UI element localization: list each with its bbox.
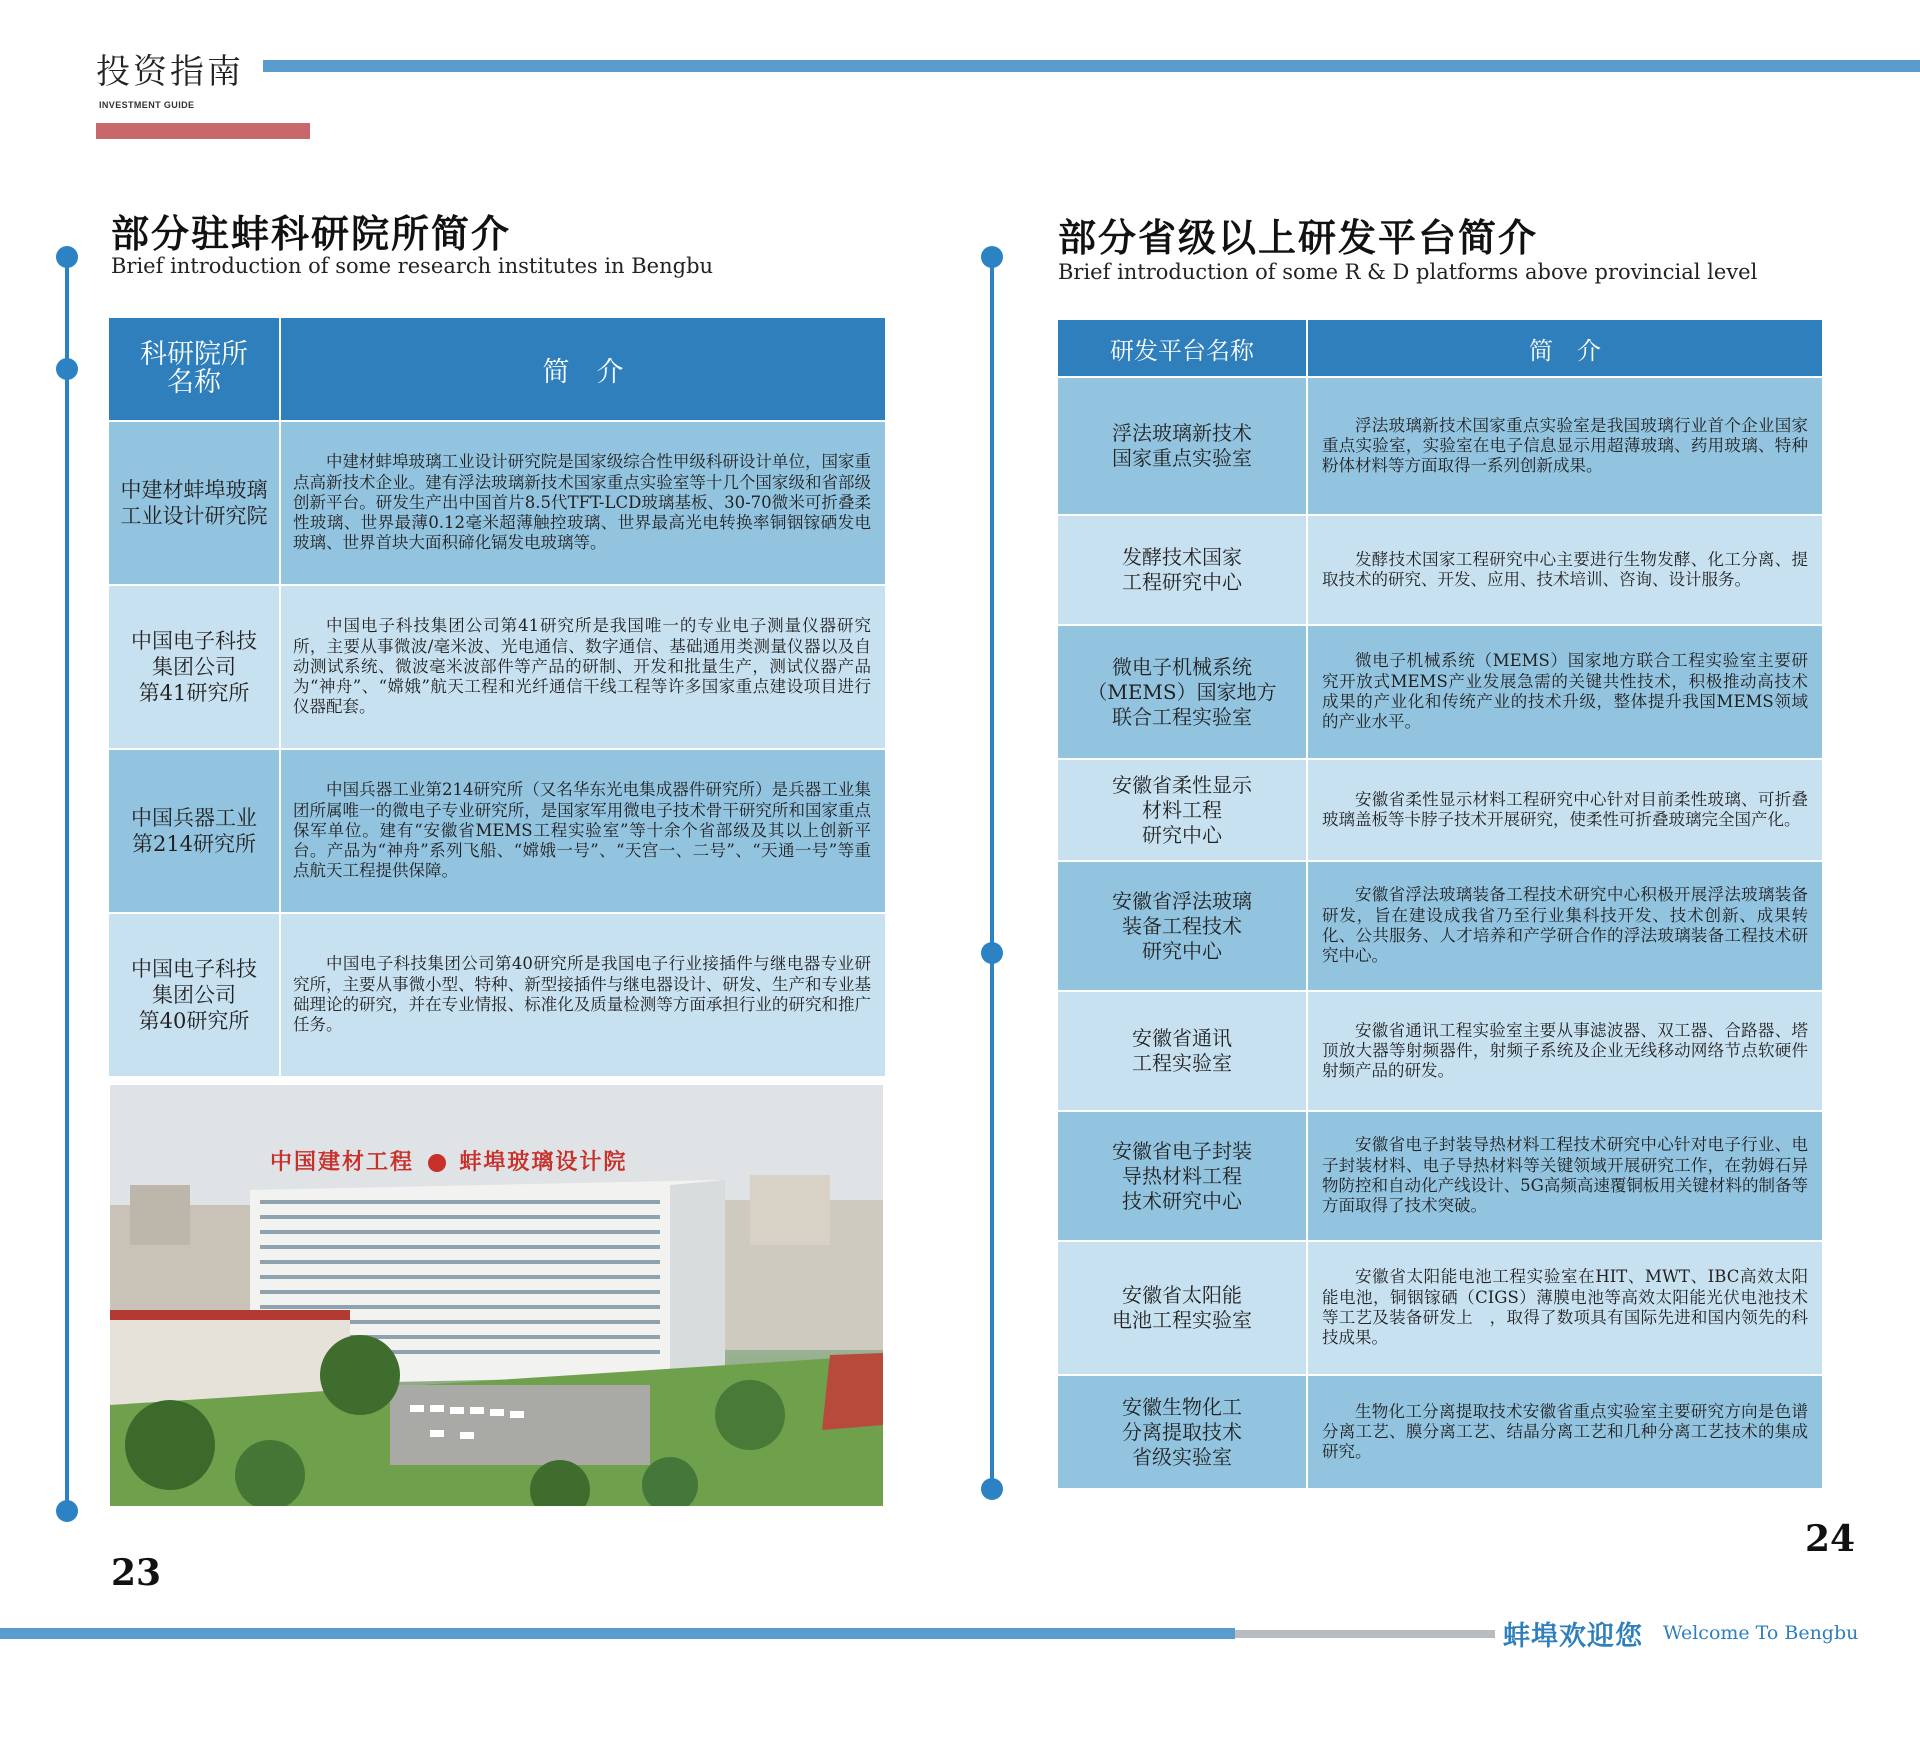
institute-name: 中国兵器工业 第214研究所 (108, 749, 280, 913)
institute-description: 中国兵器工业第214研究所（又名华东光电集成器件研究所）是兵器工业集团所属唯一的微电子专业研究所，是国家军用微电子技术骨干研究所和国家重点保军单位。建有“安徽省MEMS工程实验室”等十余个省部级及其以上创新平台。产品为“神舟”系列飞船、“嫦娥一号”、“天宫一、二号”、“天通一号”等重点航天工程提供保障。 (280, 749, 886, 913)
platform-description: 安徽省通讯工程实验室主要从事滤波器、双工器、合路器、塔顶放大器等射频器件，射频子系统及企业无线移动网络节点软硬件射频产品的研发。 (1307, 991, 1823, 1111)
page-number-right: 24 (1805, 1518, 1856, 1560)
right-section-title: 部分省级以上研发平台简介 (1058, 215, 1539, 260)
platform-name: 安徽省电子封装 导热材料工程 技术研究中心 (1057, 1111, 1307, 1241)
table-row (108, 585, 886, 749)
right-timeline-dot (981, 942, 1003, 964)
platform-description: 安徽省浮法玻璃装备工程技术研究中心积极开展浮法玻璃装备研发，旨在建设成我省乃至行业集科技开发、技术创新、成果转化、公共服务、人才培养和产学研合作的浮法玻璃装备工程技术研究中心。 (1307, 861, 1823, 991)
table-row (1057, 377, 1823, 515)
platform-name: 安徽生物化工 分离提取技术 省级实验室 (1057, 1375, 1307, 1489)
left-timeline-line (65, 256, 69, 1511)
table-row (108, 749, 886, 913)
table-row (108, 913, 886, 1077)
table-row (1057, 759, 1823, 861)
platform-description: 生物化工分离提取技术安徽省重点实验室主要研究方向是色谱分离工艺、膜分离工艺、结晶分离工艺和几种分离工艺技术的集成研究。 (1307, 1375, 1823, 1489)
table-row (1057, 1111, 1823, 1241)
platform-name: 浮法玻璃新技术 国家重点实验室 (1057, 377, 1307, 515)
header-title: 投资指南 (96, 52, 244, 92)
right-section-subtitle: Brief introduction of some R & D platforms above provincial level (1058, 260, 1758, 284)
platform-name: 安徽省太阳能 电池工程实验室 (1057, 1241, 1307, 1375)
column-header-institute-name: 科研院所 名称 (108, 317, 280, 421)
table-row (1057, 861, 1823, 991)
institute-description: 中国电子科技集团公司第40研究所是我国电子行业接插件与继电器专业研究所，主要从事微小型、特种、新型接插件与继电器设计、研发、生产和专业基础理论的研究，并在专业情报、标准化及质量检测等方面承担行业的研究和推广任务。 (280, 913, 886, 1077)
column-header-intro: 简 介 (280, 317, 886, 421)
footer-blue-bar (0, 1628, 1235, 1639)
left-section-subtitle: Brief introduction of some research institutes in Bengbu (111, 254, 714, 278)
platform-description: 安徽省太阳能电池工程实验室在HIT、MWT、IBC高效太阳能电池，铜铟镓硒（CIGS）薄膜电池等高效太阳能光伏电池技术等工艺及装备研发上 ，取得了数项具有国际先进和国内领先的科技成果。 (1307, 1241, 1823, 1375)
left-timeline-dot (56, 1500, 78, 1522)
platform-name: 发酵技术国家 工程研究中心 (1057, 515, 1307, 625)
column-header-platform-name: 研发平台名称 (1057, 319, 1307, 377)
table-row (1057, 1241, 1823, 1375)
header-blue-bar (263, 60, 1920, 72)
logo-icon (428, 1154, 446, 1172)
left-timeline-dot (56, 246, 78, 268)
table-row (1057, 515, 1823, 625)
table-row (1057, 625, 1823, 759)
right-timeline-line (990, 256, 994, 1489)
left-timeline-dot (56, 358, 78, 380)
table-row (1057, 1375, 1823, 1489)
table-row (108, 421, 886, 585)
footer-welcome-cn: 蚌埠欢迎您 (1503, 1621, 1643, 1652)
institute-name: 中国电子科技 集团公司 第40研究所 (108, 913, 280, 1077)
left-section-title: 部分驻蚌科研院所简介 (111, 211, 512, 256)
research-institute-building-photo (110, 1085, 883, 1506)
right-timeline-dot (981, 1478, 1003, 1500)
platform-name: 微电子机械系统 （MEMS）国家地方 联合工程实验室 (1057, 625, 1307, 759)
page-number-left: 23 (111, 1552, 162, 1594)
platform-name: 安徽省柔性显示 材料工程 研究中心 (1057, 759, 1307, 861)
header-subtitle: INVESTMENT GUIDE (99, 100, 195, 110)
institute-name: 中建材蚌埠玻璃 工业设计研究院 (108, 421, 280, 585)
column-header-intro: 简 介 (1307, 319, 1823, 377)
platform-name: 安徽省浮法玻璃 装备工程技术 研究中心 (1057, 861, 1307, 991)
platform-description: 安徽省电子封装导热材料工程技术研究中心针对电子行业、电子封装材料、电子导热材料等关键领域开展研究工作，在勃姆石异物防控和自动化产线设计、5G高频高速覆铜板用关键材料的制备等方面取得了技术突破。 (1307, 1111, 1823, 1241)
platform-description: 浮法玻璃新技术国家重点实验室是我国玻璃行业首个企业国家重点实验室，实验室在电子信息显示用超薄玻璃、药用玻璃、特种粉体材料等方面取得一系列创新成果。 (1307, 377, 1823, 515)
platform-description: 微电子机械系统（MEMS）国家地方联合工程实验室主要研究开放式MEMS产业发展急需的关键共性技术，积极推动高技术成果的产业化和传统产业的技术升级，整体提升我国MEMS领域的产业水平。 (1307, 625, 1823, 759)
research-institutes-table (107, 316, 887, 1078)
platform-description: 安徽省柔性显示材料工程研究中心针对目前柔性玻璃、可折叠玻璃盖板等卡脖子技术开展研究，使柔性可折叠玻璃完全国产化。 (1307, 759, 1823, 861)
platform-name: 安徽省通讯 工程实验室 (1057, 991, 1307, 1111)
header-red-bar (96, 123, 310, 139)
right-timeline-dot (981, 246, 1003, 268)
footer-welcome-en: Welcome To Bengbu (1663, 1622, 1859, 1644)
table-row (1057, 991, 1823, 1111)
institute-description: 中国电子科技集团公司第41研究所是我国唯一的专业电子测量仪器研究所，主要从事微波/毫米波、光电通信、数字通信、基础通用类测量仪器以及自动测试系统、微波毫米波部件等产品的研制、开发和批量生产，测试仪器产品为“神舟”、“嫦娥”航天工程和光纤通信干线工程等许多国家重点建设项目进行仪器配套。 (280, 585, 886, 749)
rd-platforms-table (1056, 318, 1824, 1490)
platform-description: 发酵技术国家工程研究中心主要进行生物发酵、化工分离、提取技术的研究、开发、应用、技术培训、咨询、设计服务。 (1307, 515, 1823, 625)
institute-name: 中国电子科技 集团公司 第41研究所 (108, 585, 280, 749)
building-sign: 中国建材工程 蚌埠玻璃设计院 (270, 1150, 628, 1175)
institute-description: 中建材蚌埠玻璃工业设计研究院是国家级综合性甲级科研设计单位，国家重点高新技术企业。建有浮法玻璃新技术国家重点实验室等十几个国家级和省部级创新平台。研发生产出中国首片8.5代TFT-LCD玻璃基板、30-70微米可折叠柔性玻璃、世界最薄0.12毫米超薄触控玻璃、世界最高光电转换率铜铟镓硒发电玻璃、世界首块大面积碲化镉发电玻璃等。 (280, 421, 886, 585)
footer-gray-bar (1235, 1630, 1495, 1638)
